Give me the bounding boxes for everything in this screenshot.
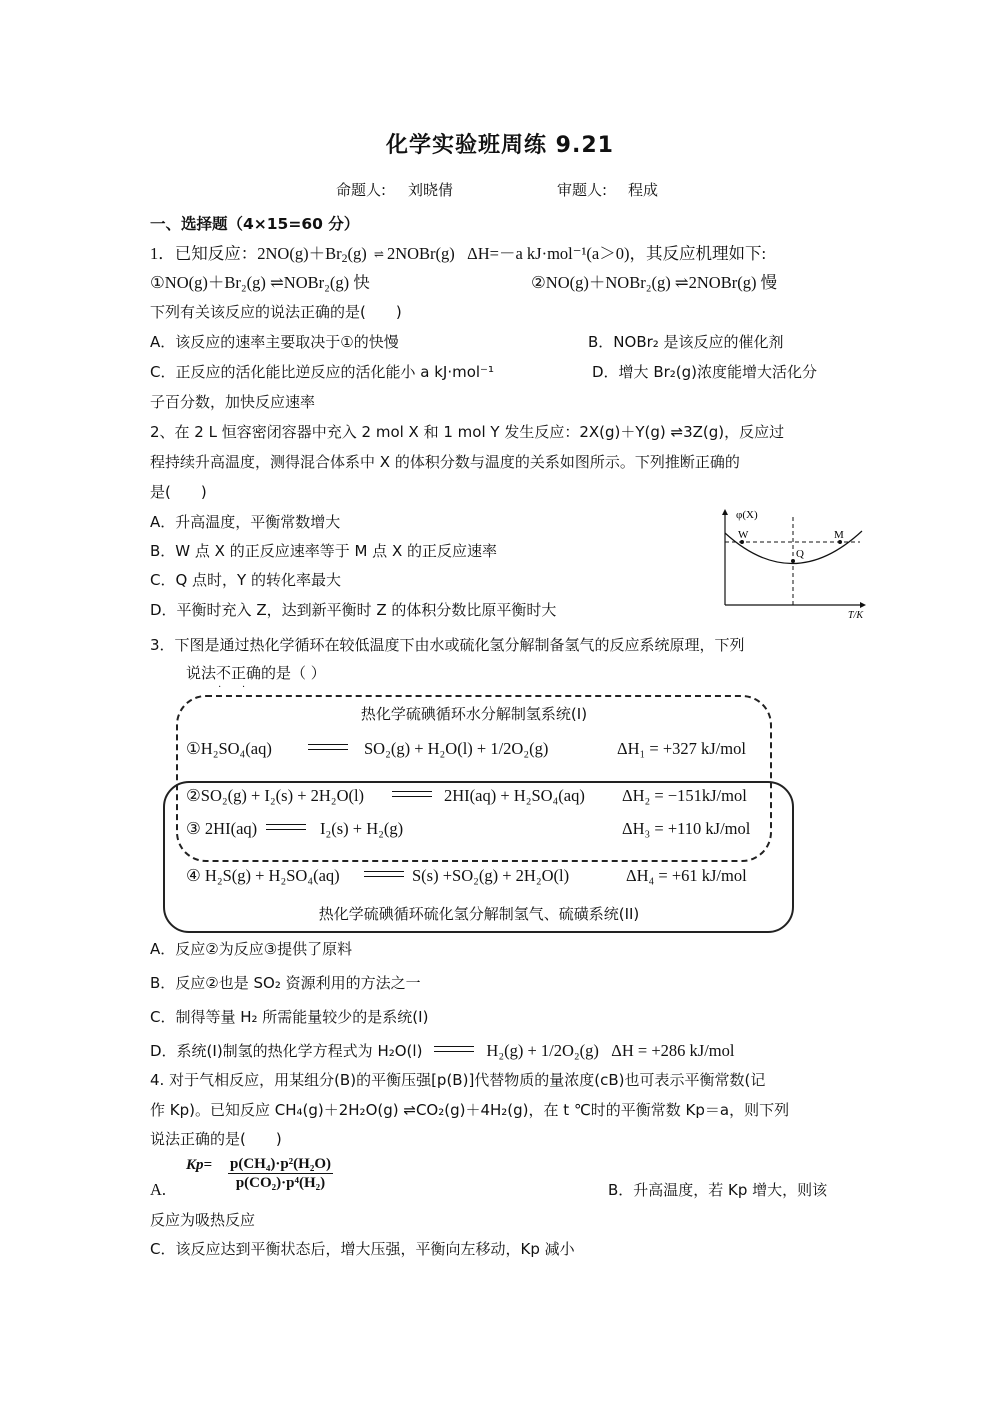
double-bar-icon	[266, 824, 306, 830]
reviewer-label: 审题人:	[557, 181, 608, 199]
q1-delta-h: ΔH=－a kJ·mol⁻¹(a＞0)，其反应机理如下:	[467, 244, 767, 263]
q1-step1: ①NO(g)＋Br₂(g) ⇌NOBr₂(g) 快	[150, 273, 370, 292]
q1-step2: ②NO(g)＋NOBr₂(g) ⇌2NOBr(g) 慢	[531, 273, 778, 292]
reaction-4-dh: ΔH₄ = +61 kJ/mol	[626, 866, 747, 885]
double-bar-icon	[392, 791, 432, 797]
q3-option-a[interactable]: A．反应②为反应③提供了原料	[150, 940, 353, 958]
q1-stem: 1．已知反应：$2NO(g)+Br_2(g)$ ⇌ 2NOBr(g) ΔH=－a kJ·mol⁻¹(a＞0)，其反应机理如下:	[150, 244, 767, 265]
label-m: M	[834, 529, 844, 541]
author-name: 刘晓倩	[408, 181, 454, 199]
q4-option-b[interactable]: B．升高温度，若 Kp 增大，则该	[608, 1181, 828, 1199]
x-axis-arrow-icon	[860, 602, 866, 608]
q2-option-b[interactable]: B．W 点 X 的正反应速率等于 M 点 X 的正反应速率	[150, 542, 497, 560]
q1-product: 2NOBr(g)	[386, 244, 455, 263]
reaction-2-arrow	[380, 786, 444, 806]
q3-line2: 说法不正确的是（ ）	[186, 664, 326, 682]
q4-option-b-cont: 反应为吸热反应	[150, 1211, 256, 1229]
reaction-2-lhs: ②SO₂(g) + I₂(s) + 2H₂O(l)	[186, 786, 365, 805]
reaction-4-lhs: ④ H₂S(g) + H₂SO₄(aq)	[186, 866, 340, 885]
q1-option-a[interactable]: A．该反应的速率主要取决于①的快慢	[150, 333, 399, 351]
double-bar-icon	[364, 871, 404, 877]
q1-option-b[interactable]: B．NOBr₂ 是该反应的催化剂	[588, 333, 784, 351]
q4-option-a-formula	[228, 1155, 333, 1192]
q4-line1: 4. 对于气相反应，用某组分(B)的平衡压强[p(B)]代替物质的量浓度(cB)也可表示平衡常数(记	[150, 1071, 766, 1089]
label-q: Q	[796, 548, 804, 560]
label-w: W	[738, 529, 749, 541]
q2-line1: 2、在 2 L 恒容密闭容器中充入 2 mol X 和 1 mol Y 发生反应：2X(g)＋Y(g) ⇌3Z(g)，反应过	[150, 423, 785, 441]
system-ii-title: 热化学硫碘循环硫化氢分解制氢气、硫磺系统(II)	[318, 905, 640, 923]
q3-option-c[interactable]: C．制得等量 H₂ 所需能量较少的是系统(I)	[150, 1008, 429, 1026]
reviewer-name: 程成	[628, 181, 659, 199]
q2-option-a[interactable]: A．升高温度，平衡常数增大	[150, 513, 341, 531]
reaction-3-arrow	[254, 819, 318, 839]
x-axis-label: T/K	[848, 610, 864, 620]
point-q	[791, 559, 795, 563]
reaction-1-dh: ΔH₁ = +327 kJ/mol	[617, 739, 746, 758]
q2-option-d[interactable]: D．平衡时充入 Z，达到新平衡时 Z 的体积分数比原平衡时大	[150, 601, 557, 619]
q3-option-d[interactable]	[150, 1041, 734, 1061]
q2-option-c[interactable]: C．Q 点时，Y 的转化率最大	[150, 571, 341, 589]
reaction-2-rhs: 2HI(aq) + H₂SO₄(aq)	[444, 786, 585, 805]
reaction-1-arrow	[296, 739, 360, 759]
y-axis-arrow-icon	[722, 509, 728, 515]
reaction-1-lhs: ①H₂SO₄(aq)	[186, 739, 272, 758]
double-bar-icon	[308, 744, 348, 750]
q4-line2: 作 Kp)。已知反应 CH₄(g)＋2H₂O(g) ⇌CO₂(g)＋4H₂(g)，在 t ℃时的平衡常数 Kp＝a，则下列	[150, 1101, 790, 1119]
kp-denominator: p(CO₂)·p⁴(H₂)	[235, 1175, 326, 1191]
q1-option-c[interactable]: C．正反应的活化能比逆反应的活化能小 a kJ·mol⁻¹	[150, 363, 494, 381]
q1-stem-text: 1．已知反应：2NO(g)＋Br	[150, 244, 342, 263]
q2-graph	[710, 505, 870, 620]
reaction-3-rhs: I₂(s) + H₂(g)	[320, 819, 404, 838]
q1-option-d-cont: 子百分数，加快反应速率	[150, 393, 316, 411]
q1-option-d[interactable]: D．增大 Br₂(g)浓度能增大活化分	[592, 363, 818, 381]
y-axis-label: φ(X)	[736, 509, 758, 521]
reaction-3-lhs: ③ 2HI(aq)	[186, 819, 258, 838]
q3-option-d-rhs: H₂(g) + 1/2O₂(g)	[486, 1041, 599, 1060]
page-title: 化学实验班周练 9.21	[386, 133, 614, 158]
q4-line3: 说法正确的是( )	[150, 1130, 282, 1148]
reaction-4-arrow	[352, 866, 416, 886]
system-i-title: 热化学硫碘循环水分解制氢系统(I)	[360, 705, 588, 723]
reaction-1-rhs: SO₂(g) + H₂O(l) + 1/2O₂(g)	[364, 739, 549, 758]
kp-numerator: p(CH₄)·p²(H₂O)	[230, 1156, 331, 1172]
q2-line3: 是( )	[150, 483, 207, 501]
q3-line1: 3．下图是通过热化学循环在较低温度下由水或硫化氢分解制备氢气的反应系统原理，下列	[150, 636, 745, 654]
q3-option-d-dh: ΔH = +286 kJ/mol	[611, 1041, 735, 1060]
q4-option-a-label[interactable]: A.	[150, 1180, 167, 1199]
q3-option-d-lhs: D．系统(I)制氢的热化学方程式为 H₂O(l)	[150, 1042, 423, 1060]
double-bar-icon	[434, 1046, 474, 1052]
q3-option-b[interactable]: B．反应②也是 SO₂ 资源利用的方法之一	[150, 974, 421, 992]
reaction-2-dh: ΔH₂ = −151kJ/mol	[622, 786, 747, 805]
kp-fraction	[228, 1155, 333, 1192]
q2-line2: 程持续升高温度，测得混合体系中 X 的体积分数与温度的关系如图所示。下列推断正确的	[150, 453, 740, 471]
reaction-3-dh: ΔH₃ = +110 kJ/mol	[622, 819, 751, 838]
author-label: 命题人:	[336, 181, 387, 199]
equilibrium-arrow-icon: ⇌	[373, 247, 384, 261]
q1-stem-mid: (g)	[347, 244, 367, 263]
q4-option-a-kp: Kp=	[186, 1157, 213, 1173]
q1-question: 下列有关该反应的说法正确的是( )	[150, 303, 402, 321]
reaction-4-rhs: S(s) +SO₂(g) + 2H₂O(l)	[412, 866, 570, 885]
q4-option-c[interactable]: C．该反应达到平衡状态后，增大压强，平衡向左移动，Kp 减小	[150, 1240, 575, 1258]
section-title: 一、选择题（4×15=60 分）	[150, 215, 360, 233]
emphasis-dots: · ·	[218, 682, 266, 693]
